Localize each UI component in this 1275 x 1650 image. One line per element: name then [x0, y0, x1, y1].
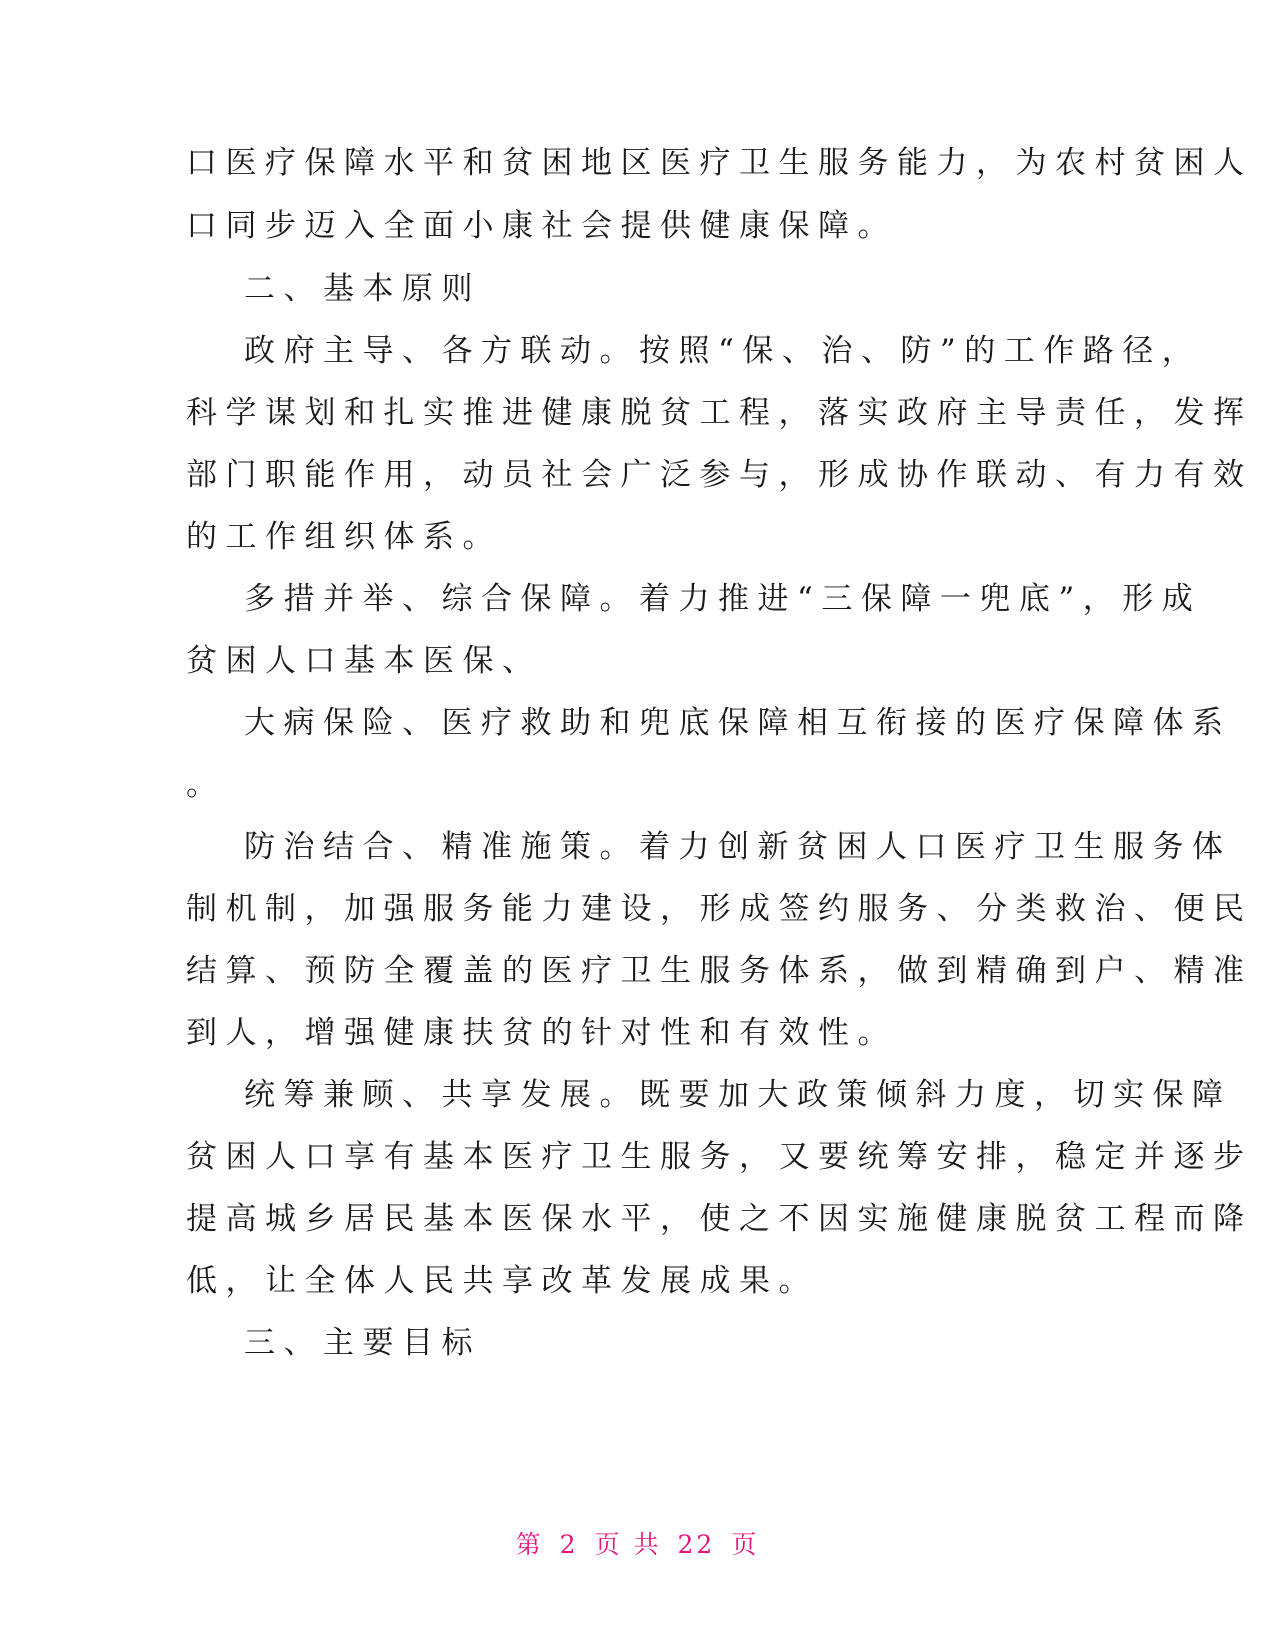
- footer-prefix: 第: [515, 1530, 544, 1559]
- paragraph-line: 口医疗保障水平和贫困地区医疗卫生服务能力，为农村贫困人: [186, 145, 1253, 181]
- paragraph-line: 的工作组织体系。: [186, 519, 502, 555]
- paragraph-line: 部门职能作用，动员社会广泛参与，形成协作联动、有力有效: [186, 457, 1253, 493]
- paragraph-line: 贫困人口基本医保、: [186, 643, 542, 679]
- paragraph-line: 低，让全体人民共享改革发展成果。: [186, 1263, 818, 1299]
- paragraph-line: 多措并举、综合保障。着力推进“三保障一兜底”，形成: [244, 581, 1202, 617]
- paragraph-line: 到人，增强健康扶贫的针对性和有效性。: [186, 1015, 897, 1051]
- paragraph-line: 口同步迈入全面小康社会提供健康保障。: [186, 208, 897, 244]
- footer-middle: 页 共: [594, 1530, 662, 1559]
- paragraph-line: 大病保险、医疗救助和兜底保障相互衔接的医疗保障体系: [244, 705, 1232, 741]
- paragraph-line: 贫困人口享有基本医疗卫生服务，又要统筹安排，稳定并逐步: [186, 1139, 1253, 1175]
- page-footer: [0, 1528, 1275, 1562]
- paragraph-line: 结算、预防全覆盖的医疗卫生服务体系，做到精确到户、精准: [186, 953, 1253, 989]
- section-heading: 三、主要目标: [244, 1325, 481, 1361]
- paragraph-line: 提高城乡居民基本医保水平，使之不因实施健康脱贫工程而降: [186, 1201, 1253, 1237]
- paragraph-line: 统筹兼顾、共享发展。既要加大政策倾斜力度，切实保障: [244, 1077, 1232, 1113]
- paragraph-line: 防治结合、精准施策。着力创新贫困人口医疗卫生服务体: [244, 829, 1232, 865]
- section-heading: 二、基本原则: [244, 271, 481, 307]
- paragraph-line: 科学谋划和扎实推进健康脱贫工程，落实政府主导责任，发挥: [186, 395, 1253, 431]
- total-pages-number: 22: [677, 1530, 716, 1559]
- footer-suffix: 页: [731, 1530, 760, 1559]
- paragraph-line: 制机制，加强服务能力建设，形成签约服务、分类救治、便民: [186, 891, 1253, 927]
- paragraph-line: 政府主导、各方联动。按照“保、治、防”的工作路径，: [244, 333, 1202, 369]
- current-page-number: 2: [559, 1530, 579, 1559]
- paragraph-line: 。: [186, 767, 226, 803]
